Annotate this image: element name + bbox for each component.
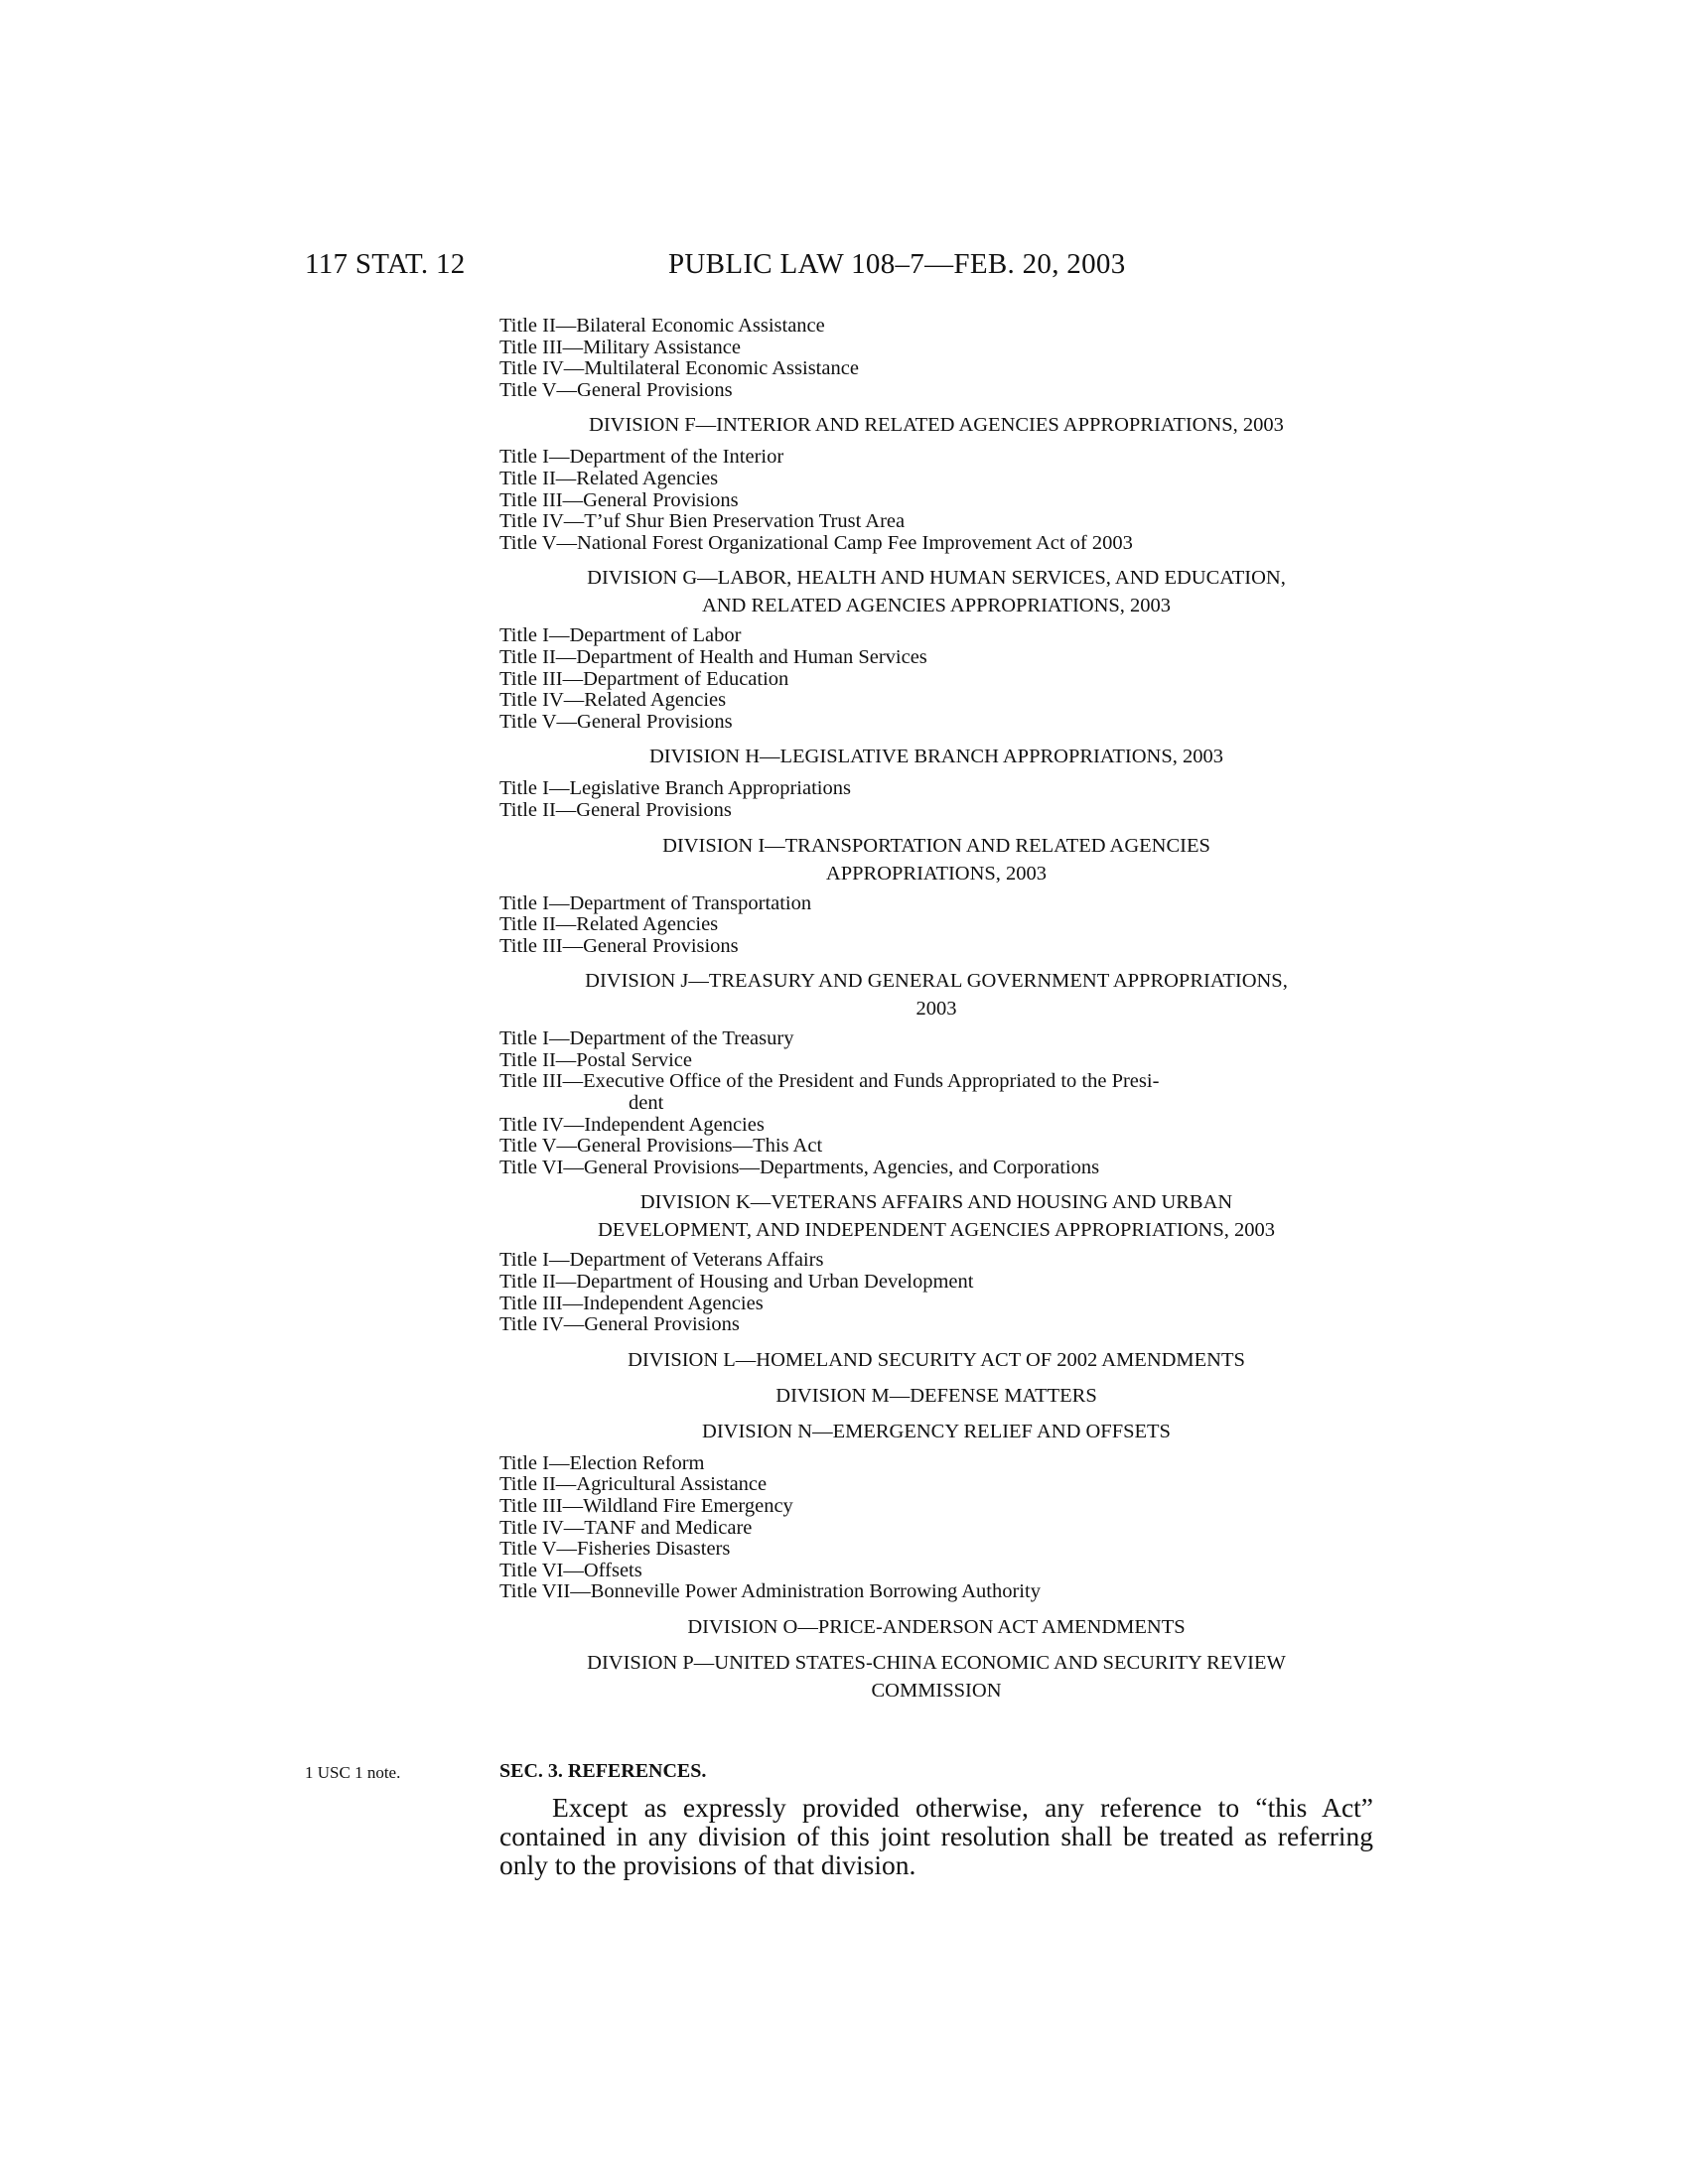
title-entry: Title IV—Related Agencies: [499, 689, 727, 712]
division-heading: [499, 832, 1373, 887]
title-entry: Title IV—T’uf Shur Bien Preservation Trust Area: [499, 510, 906, 533]
title-entry: Title III—Department of Education: [499, 667, 789, 690]
section-heading: SEC. 3. REFERENCES.: [499, 1760, 707, 1782]
division-heading-line: DIVISION L—HOMELAND SECURITY ACT OF 2002 AMENDMENTS: [628, 1348, 1245, 1371]
division-heading-line: AND RELATED AGENCIES APPROPRIATIONS, 2003: [701, 595, 1172, 617]
division-heading: [499, 1346, 1373, 1374]
title-entry: Title IV—General Provisions: [499, 1313, 740, 1336]
division-heading: [499, 1649, 1373, 1705]
title-entry: Title I—Department of Veterans Affairs: [499, 1249, 824, 1272]
division-heading: [499, 1418, 1373, 1445]
title-entry: Title IV—Multilateral Economic Assistance: [499, 357, 859, 380]
title-entry: Title VII—Bonneville Power Administration Borrowing Authority: [499, 1580, 1041, 1603]
title-entry: Title V—General Provisions—This Act: [499, 1135, 823, 1158]
title-entry: Title V—National Forest Organizational Camp Fee Improvement Act of 2003: [499, 531, 1133, 554]
title-list: [499, 1028, 1373, 1178]
division-heading-line: DIVISION G—LABOR, HEALTH AND HUMAN SERVICES, AND EDUCATION,: [587, 567, 1286, 590]
division-heading: [499, 743, 1373, 770]
title-list: [499, 893, 1373, 958]
title-entry: dent: [629, 1092, 664, 1115]
title-entry: Title III—Wildland Fire Emergency: [499, 1495, 793, 1517]
division-heading-line: DIVISION F—INTERIOR AND RELATED AGENCIES APPROPRIATIONS, 2003: [589, 414, 1284, 437]
division-heading-line: COMMISSION: [871, 1679, 1002, 1702]
division-heading: [499, 1613, 1373, 1641]
title-list: [499, 447, 1373, 554]
title-entry: Title III—General Provisions: [499, 934, 739, 957]
division-heading-line: DIVISION I—TRANSPORTATION AND RELATED AGENCIES: [662, 834, 1210, 857]
title-entry: Title II—Bilateral Economic Assistance: [499, 315, 825, 337]
division-heading-line: 2003: [915, 998, 957, 1021]
margin-note: 1 USC 1 note.: [305, 1763, 401, 1782]
title-entry: Title III—Military Assistance: [499, 336, 741, 358]
division-heading-line: DIVISION H—LEGISLATIVE BRANCH APPROPRIATIONS, 2003: [648, 746, 1223, 768]
title-entry: Title V—General Provisions: [499, 378, 733, 401]
table-of-contents: [499, 316, 1373, 1710]
division-heading: [499, 1382, 1373, 1410]
division-heading-line: DIVISION M—DEFENSE MATTERS: [775, 1384, 1097, 1407]
division-heading: [499, 411, 1373, 439]
division-heading-line: DIVISION P—UNITED STATES-CHINA ECONOMIC AND SECURITY REVIEW: [587, 1651, 1286, 1674]
title-list: [499, 316, 1373, 401]
title-entry: Title I—Department of the Interior: [499, 446, 784, 469]
title-entry: Title III—General Provisions: [499, 488, 739, 511]
title-entry: Title II—Agricultural Assistance: [499, 1473, 768, 1496]
section-text: Except as expressly provided otherwise, any reference to “this Act” contained in any division of this joint resolution shall be treated as referring only to the provisions of that division.: [499, 1792, 1373, 1880]
title-entry: Title II—Department of Health and Human Services: [499, 645, 927, 668]
title-entry: Title III—Independent Agencies: [499, 1292, 764, 1314]
title-entry: Title II—General Provisions: [499, 798, 732, 821]
division-heading-line: DIVISION N—EMERGENCY RELIEF AND OFFSETS: [702, 1420, 1171, 1442]
title-entry: Title III—Executive Office of the President and Funds Appropriated to the Presi-: [499, 1070, 1160, 1093]
division-heading: [499, 967, 1373, 1023]
division-heading-line: DIVISION J—TREASURY AND GENERAL GOVERNMENT APPROPRIATIONS,: [585, 970, 1288, 993]
title-entry: Title IV—Independent Agencies: [499, 1113, 765, 1136]
title-entry: Title II—Related Agencies: [499, 467, 719, 489]
division-heading: [499, 1188, 1373, 1244]
division-heading: [499, 564, 1373, 619]
title-entry: Title I—Department of Transportation: [499, 891, 812, 914]
stat-page-number: 117 STAT. 12: [305, 248, 466, 280]
title-list: [499, 778, 1373, 821]
title-list: [499, 1453, 1373, 1603]
title-entry: Title V—General Provisions: [499, 710, 733, 733]
title-entry: Title II—Department of Housing and Urban Development: [499, 1271, 974, 1294]
public-law-title: PUBLIC LAW 108–7—FEB. 20, 2003: [668, 248, 1126, 280]
title-list: [499, 625, 1373, 733]
page-header: [0, 248, 1688, 288]
title-entry: Title VI—General Provisions—Departments, Agencies, and Corporations: [499, 1156, 1100, 1178]
title-list: [499, 1250, 1373, 1335]
division-heading-line: APPROPRIATIONS, 2003: [825, 862, 1048, 885]
title-entry: Title I—Department of the Treasury: [499, 1027, 794, 1050]
title-entry: Title V—Fisheries Disasters: [499, 1538, 731, 1561]
title-entry: Title I—Legislative Branch Appropriations: [499, 777, 851, 800]
division-heading-line: DIVISION O—PRICE-ANDERSON ACT AMENDMENTS: [687, 1615, 1186, 1638]
division-heading-line: DEVELOPMENT, AND INDEPENDENT AGENCIES APPROPRIATIONS, 2003: [597, 1219, 1276, 1242]
title-entry: Title I—Department of Labor: [499, 624, 742, 647]
division-heading-line: DIVISION K—VETERANS AFFAIRS AND HOUSING AND URBAN: [639, 1191, 1233, 1214]
title-entry: Title II—Postal Service: [499, 1048, 692, 1071]
title-entry: Title I—Election Reform: [499, 1451, 705, 1474]
title-entry: Title IV—TANF and Medicare: [499, 1516, 753, 1539]
title-entry: Title VI—Offsets: [499, 1559, 642, 1581]
title-entry: Title II—Related Agencies: [499, 913, 719, 936]
